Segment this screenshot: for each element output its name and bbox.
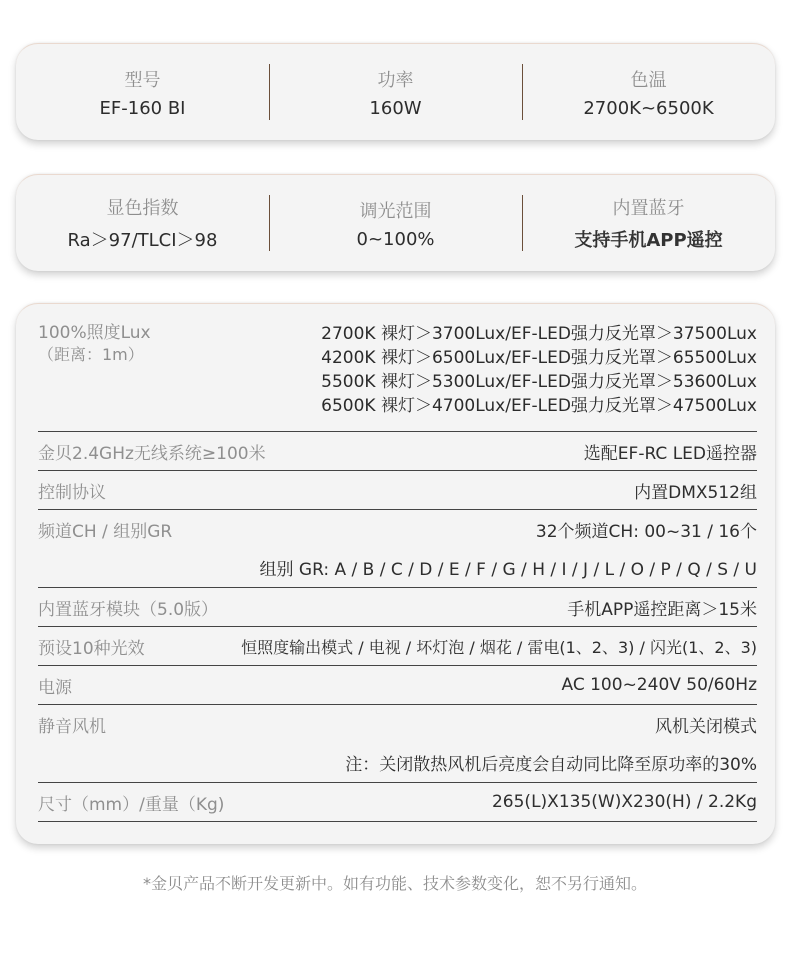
lux-value-line: 2700K 裸灯＞3700Lux/EF-LED强力反光罩＞37500Lux [321, 324, 757, 344]
row-label: 预设10种光效 [38, 638, 145, 659]
lux-value-line: 6500K 裸灯＞4700Lux/EF-LED强力反光罩＞47500Lux [321, 396, 757, 416]
row-label: 金贝2.4GHz无线系统≥100米 [38, 443, 266, 464]
lux-values [321, 322, 757, 431]
spec-row-effects [38, 627, 757, 666]
row-value-secondary: 组别 GR: A / B / C / D / E / F / G / H / I / J / L / O / P / Q / S / U [259, 560, 757, 581]
spec-value: 160W [369, 97, 422, 119]
spec-color-temp [522, 44, 775, 140]
row-label [38, 322, 151, 431]
footnote: *金贝产品不断开发更新中。如有功能、技术参数变化，恕不另行通知。 [142, 874, 647, 893]
row-value: 265(L)X135(W)X230(H) / 2.2Kg [491, 792, 757, 812]
spec-value: 支持手机APP遥控 [574, 230, 723, 251]
spec-row-power [38, 666, 757, 705]
lux-value-line: 5500K 裸灯＞5300Lux/EF-LED强力反光罩＞53600Lux [321, 372, 757, 392]
row-label: 电源 [38, 677, 72, 698]
spec-value: EF-160 BI [99, 97, 186, 119]
spec-value: 0~100% [356, 228, 435, 250]
spec-label: 功率 [377, 69, 414, 91]
row-label: 频道CH / 组别GR [38, 521, 173, 542]
spec-table-card [16, 303, 775, 844]
spec-label: 调光范围 [359, 200, 432, 222]
row-value-note: 注：关闭散热风机后亮度会自动同比降至原功率的30% [345, 755, 757, 776]
spec-label: 显色指数 [106, 198, 179, 219]
spec-card-features [16, 174, 775, 271]
spec-value: 2700K~6500K [583, 97, 714, 119]
spec-label: 色温 [630, 69, 667, 91]
spec-row-protocol [38, 471, 757, 510]
spec-value: Ra＞97/TLCI＞98 [67, 230, 218, 251]
spec-card-basic [16, 43, 775, 140]
spec-row-fan [38, 705, 757, 783]
row-label: 控制协议 [38, 482, 106, 503]
lux-value-line: 4200K 裸灯＞6500Lux/EF-LED强力反光罩＞65500Lux [321, 348, 757, 368]
spec-bluetooth [522, 175, 775, 271]
row-value: 恒照度输出模式 / 电视 / 坏灯泡 / 烟花 / 雷电(1、2、3) / 闪光(1、2、3) [241, 637, 757, 657]
spec-row-lux [38, 304, 757, 432]
row-label: 尺寸（mm）/重量（Kg) [38, 794, 225, 815]
spec-dimming [269, 175, 522, 271]
lux-distance: （距离：1m） [38, 345, 144, 364]
spec-model [16, 44, 269, 140]
row-value: 32个频道CH: 00~31 / 16个 [535, 521, 757, 542]
row-value: 选配EF-RC LED遥控器 [583, 443, 757, 464]
spec-power [269, 44, 522, 140]
row-value: 风机关闭模式 [655, 716, 757, 737]
spec-row-size [38, 783, 757, 822]
spec-label: 型号 [124, 69, 161, 91]
lux-label: 100%照度Lux [38, 323, 151, 343]
spec-row-wireless [38, 432, 757, 471]
row-value: AC 100~240V 50/60Hz [561, 675, 757, 695]
row-value: 手机APP遥控距离＞15米 [567, 599, 757, 620]
spec-cri [16, 175, 269, 271]
row-value: 内置DMX512组 [634, 482, 757, 503]
spec-label: 内置蓝牙 [612, 198, 685, 219]
row-label: 静音风机 [38, 716, 106, 737]
spec-row-bluetooth [38, 588, 757, 627]
spec-row-channel [38, 510, 757, 588]
row-label: 内置蓝牙模块（5.0版） [38, 599, 219, 620]
